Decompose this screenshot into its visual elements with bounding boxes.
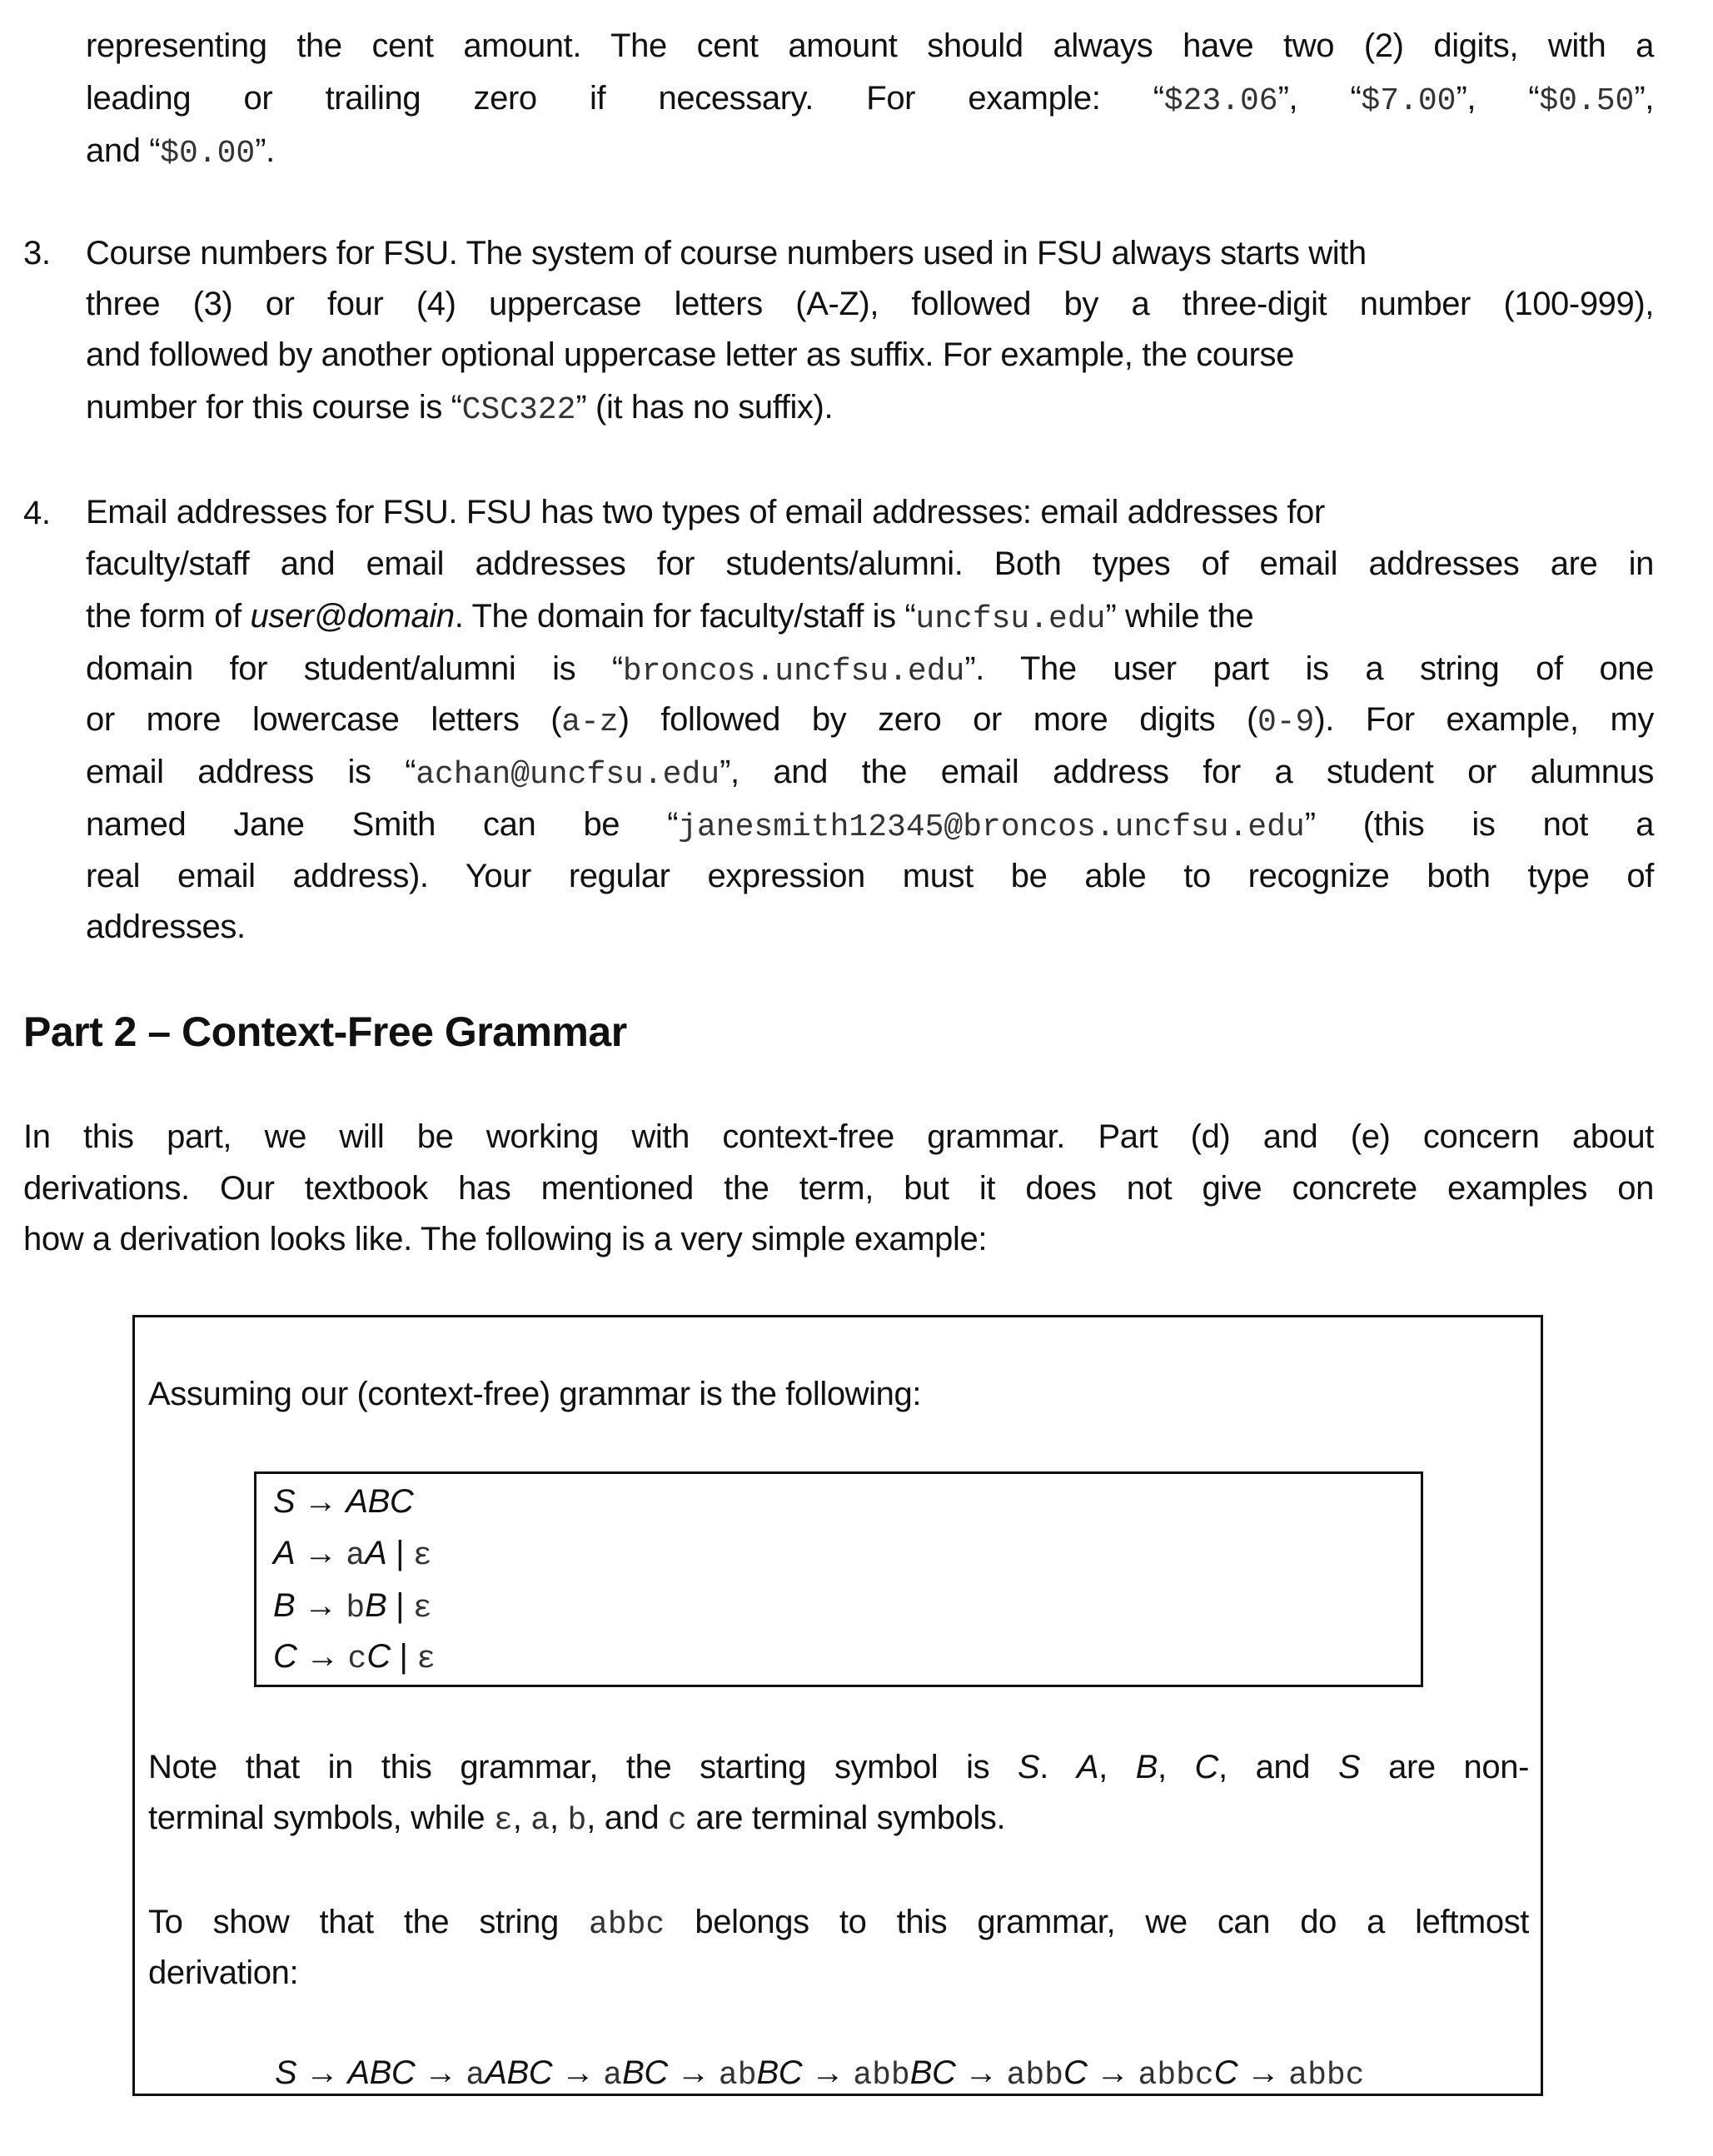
- text-segment: the form of: [86, 598, 251, 635]
- text-segment: ,: [550, 1800, 568, 1836]
- text-segment: ,: [1157, 1749, 1195, 1785]
- text-segment: ”, “: [1456, 80, 1540, 117]
- code-text: 0-9: [1257, 705, 1315, 740]
- text-line: [86, 540, 1654, 588]
- text-segment: ” (this is not a: [1304, 806, 1654, 843]
- text-segment: email address is “: [86, 754, 416, 790]
- text-line: [86, 800, 1654, 849]
- code-text: uncfsu.edu: [915, 601, 1106, 637]
- code-text: a: [530, 1803, 550, 1839]
- code-text: abbc: [589, 1907, 665, 1943]
- code-text: janesmith12345@broncos.uncfsu.edu: [678, 809, 1305, 845]
- code-text: a: [466, 2058, 486, 2094]
- code-text: achan@uncfsu.edu: [416, 757, 720, 793]
- text-line: [273, 1477, 413, 1526]
- example-box: [132, 1315, 1543, 2096]
- text-segment: belongs to this grammar, we can do a leftmost: [665, 1904, 1530, 1940]
- text-segment: ,: [1098, 1749, 1136, 1785]
- italic-text: C: [1213, 2054, 1238, 2091]
- text-segment: representing the cent amount. The cent amount should always have two (2) digits, with a: [86, 27, 1654, 64]
- text-line: [86, 748, 1654, 796]
- text-segment: derivation:: [148, 1954, 299, 1991]
- text-line: [86, 592, 1253, 640]
- italic-text: ABC: [347, 2054, 416, 2091]
- section-heading: Part 2 – Context-Free Grammar: [23, 1008, 627, 1055]
- list-number-4: 4.: [23, 495, 51, 531]
- italic-text: C: [366, 1638, 391, 1675]
- code-text: c: [667, 1803, 687, 1839]
- italic-text: C: [273, 1638, 297, 1675]
- text-segment: |: [386, 1587, 413, 1624]
- text-segment: ”. The user part is a string of one: [964, 650, 1654, 687]
- text-segment: Email addresses for FSU. FSU has two types of email addresses: email addresses for: [86, 494, 1325, 530]
- text-segment: To show that the string: [148, 1904, 590, 1940]
- code-text: abb: [853, 2058, 910, 2094]
- text-segment: leading or trailing zero if necessary. For example: “: [86, 80, 1164, 117]
- italic-text: S: [275, 2054, 297, 2091]
- text-line: [86, 22, 1654, 70]
- text-segment: Assuming our (context-free) grammar is the following:: [148, 1376, 922, 1412]
- text-line: [148, 1743, 1529, 1791]
- code-text: $0.50: [1539, 83, 1635, 119]
- italic-text: user@domain: [250, 598, 455, 635]
- code-text: abbc: [1138, 2058, 1214, 2094]
- code-text: b: [567, 1803, 587, 1839]
- text-segment: →: [295, 1587, 346, 1624]
- list-number-3: 3.: [23, 235, 51, 271]
- text-line: [148, 1898, 1529, 1946]
- text-segment: three (3) or four (4) uppercase letters (A-Z), followed by a three-digit number (100-999),: [86, 286, 1654, 322]
- italic-text: B: [1135, 1749, 1158, 1785]
- italic-text: S: [1018, 1749, 1040, 1785]
- text-segment: →: [667, 2054, 719, 2091]
- text-segment: ,: [512, 1800, 531, 1836]
- italic-text: BC: [909, 2054, 956, 2091]
- text-segment: ” while the: [1105, 598, 1254, 635]
- text-segment: Note that in this grammar, the starting symbol is: [148, 1749, 1018, 1785]
- text-segment: . The domain for faculty/staff is “: [454, 598, 916, 635]
- text-segment: Course numbers for FSU. The system of course numbers used in FSU always starts with: [86, 235, 1367, 271]
- italic-text: S: [1337, 1749, 1361, 1785]
- text-segment: , and: [586, 1800, 668, 1836]
- text-segment: ). For example, my: [1314, 701, 1654, 738]
- italic-text: S: [273, 1483, 296, 1520]
- text-segment: →: [802, 2054, 854, 2091]
- text-segment: →: [295, 1535, 346, 1571]
- italic-text: A: [365, 1535, 387, 1571]
- text-segment: →: [415, 2054, 466, 2091]
- text-line: [23, 1215, 987, 1263]
- text-segment: ”,: [1634, 80, 1654, 117]
- text-line: [86, 127, 275, 175]
- text-segment: In this part, we will be working with context-free grammar. Part (d) and (e) concern about: [23, 1118, 1654, 1155]
- text-line: [86, 280, 1654, 328]
- text-segment: ”, “: [1277, 80, 1362, 117]
- code-text: a: [603, 2058, 623, 2094]
- code-text: $23.06: [1163, 83, 1278, 119]
- text-segment: number for this course is “: [86, 389, 462, 426]
- text-segment: →: [1237, 2054, 1289, 2091]
- text-segment: terminal symbols, while: [148, 1800, 494, 1836]
- text-line: [148, 1949, 298, 1997]
- text-segment: →: [295, 1483, 346, 1520]
- code-text: CSC322: [461, 392, 576, 428]
- text-line: [86, 74, 1654, 122]
- italic-text: B: [365, 1587, 387, 1624]
- italic-text: BC: [622, 2054, 668, 2091]
- text-line: [86, 695, 1654, 744]
- italic-text: BC: [756, 2054, 803, 2091]
- italic-text: B: [273, 1587, 296, 1624]
- text-segment: faculty/staff and email addresses for students/alumni. Both types of email addresses are in: [86, 545, 1654, 582]
- text-line: [273, 1581, 432, 1630]
- text-segment: domain for student/alumni is “: [86, 650, 623, 687]
- code-text: broncos.uncfsu.edu: [622, 654, 965, 690]
- text-segment: →: [1087, 2054, 1138, 2091]
- text-segment: or more lowercase letters (: [86, 701, 562, 738]
- text-line: [86, 488, 1325, 536]
- text-segment: →: [296, 2054, 348, 2091]
- text-segment: are non-: [1360, 1749, 1530, 1785]
- text-line: [275, 2049, 1364, 2097]
- text-line: [86, 229, 1367, 277]
- text-segment: addresses.: [86, 909, 246, 945]
- text-line: [86, 383, 833, 431]
- code-text: b: [346, 1591, 366, 1626]
- italic-text: C: [1194, 1749, 1219, 1785]
- text-line: [273, 1632, 436, 1680]
- code-text: ε: [412, 1538, 432, 1574]
- text-segment: ) followed by zero or more digits (: [618, 701, 1257, 738]
- text-line: [148, 1370, 921, 1418]
- code-text: $7.00: [1361, 83, 1457, 119]
- italic-text: ABC: [485, 2054, 553, 2091]
- text-line: [86, 852, 1654, 900]
- text-segment: →: [552, 2054, 604, 2091]
- italic-text: C: [1063, 2054, 1088, 2091]
- text-segment: and “: [86, 132, 161, 169]
- code-text: ε: [416, 1641, 436, 1677]
- text-segment: |: [390, 1638, 417, 1675]
- text-line: [86, 331, 1294, 379]
- italic-text: A: [1076, 1749, 1099, 1785]
- text-segment: derivations. Our textbook has mentioned the term, but it does not give concrete examples on: [23, 1170, 1654, 1207]
- text-segment: and followed by another optional uppercase letter as suffix. For example, the course: [86, 336, 1294, 373]
- text-segment: named Jane Smith can be “: [86, 806, 679, 843]
- text-segment: |: [386, 1535, 413, 1571]
- text-segment: , and: [1218, 1749, 1338, 1785]
- text-line: [23, 1113, 1654, 1161]
- text-line: [86, 903, 246, 951]
- text-line: [86, 645, 1654, 693]
- text-line: [23, 1164, 1654, 1212]
- text-segment: ”, and the email address for a student or alumnus: [720, 754, 1654, 790]
- italic-text: A: [273, 1535, 296, 1571]
- text-segment: ” (it has no suffix).: [575, 389, 834, 426]
- text-segment: ”.: [255, 132, 275, 169]
- text-segment: how a derivation looks like. The following is a very simple example:: [23, 1221, 988, 1257]
- text-segment: are terminal symbols.: [686, 1800, 1006, 1836]
- code-text: abbc: [1288, 2058, 1365, 2094]
- text-line: [273, 1529, 432, 1577]
- code-text: ab: [718, 2058, 757, 2094]
- code-text: $0.00: [160, 136, 256, 172]
- code-text: c: [347, 1641, 367, 1677]
- text-segment: .: [1039, 1749, 1077, 1785]
- code-text: a-z: [561, 705, 619, 740]
- italic-text: ABC: [346, 1483, 414, 1520]
- text-segment: →: [955, 2054, 1007, 2091]
- code-text: abb: [1006, 2058, 1063, 2094]
- code-text: a: [346, 1538, 366, 1574]
- text-segment: →: [296, 1638, 348, 1675]
- text-segment: real email address). Your regular expression must be able to recognize both type of: [86, 858, 1654, 894]
- code-text: ε: [412, 1591, 432, 1626]
- text-line: [148, 1794, 1005, 1842]
- code-text: ε: [493, 1803, 513, 1839]
